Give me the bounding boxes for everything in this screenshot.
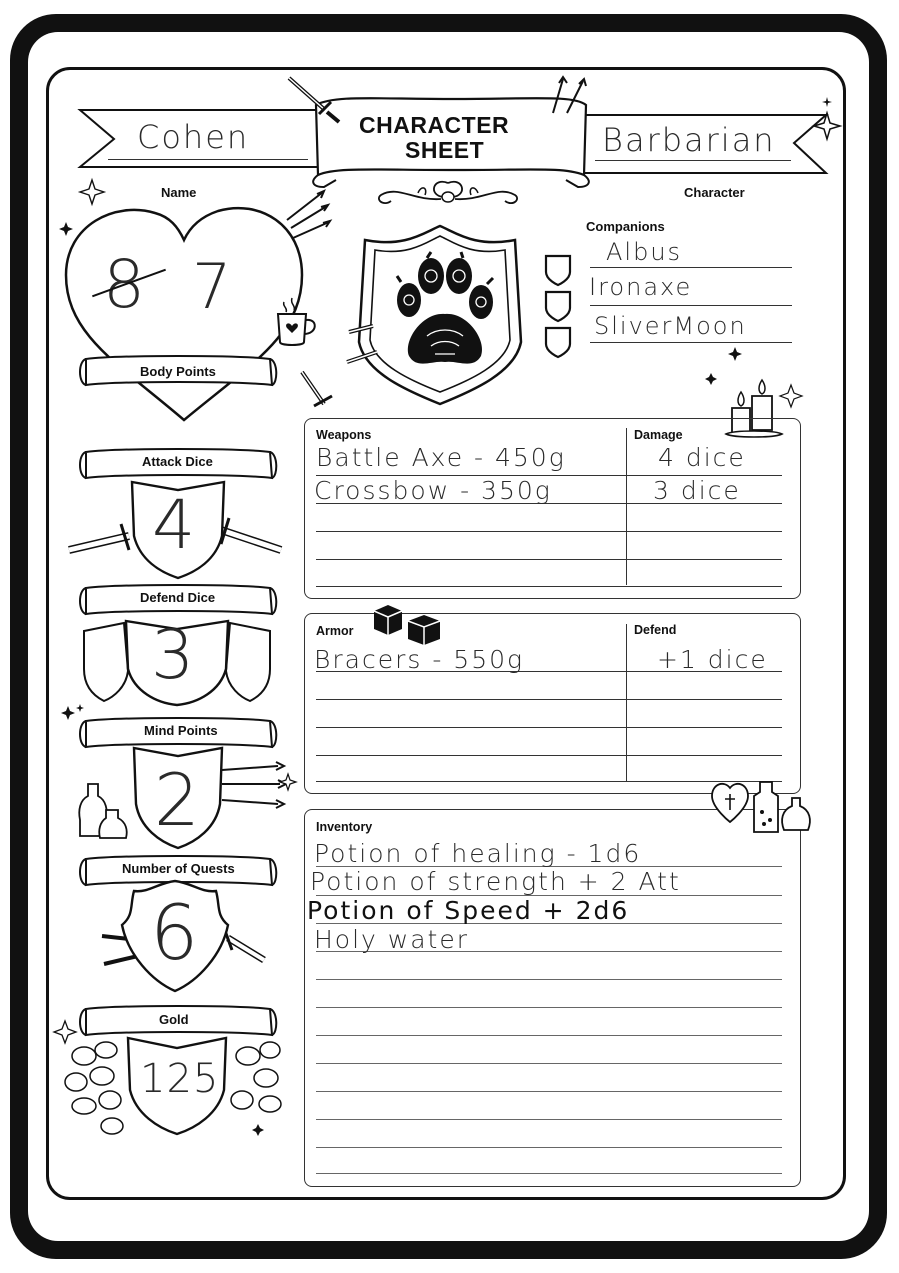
armor-row-line (316, 727, 782, 728)
quests-label: Number of Quests (122, 861, 235, 876)
armor-row-line (316, 699, 782, 700)
companion-entry[interactable]: Albus (606, 238, 683, 266)
character-class-value[interactable]: Barbarian (602, 121, 776, 159)
companions-label: Companions (586, 219, 665, 234)
gold-label: Gold (159, 1012, 189, 1027)
armor-label: Armor (316, 624, 354, 638)
weapons-label: Weapons (316, 428, 372, 442)
inventory-label: Inventory (316, 820, 373, 834)
armor-item[interactable]: Bracers - 550g (314, 645, 525, 674)
name-label: Name (161, 185, 197, 200)
mind-points-value[interactable]: 2 (154, 758, 200, 842)
body-points-label: Body Points (140, 364, 216, 379)
armor-defend[interactable]: +1 dice (657, 645, 768, 674)
attack-dice-label: Attack Dice (142, 454, 213, 469)
inventory-item[interactable]: Potion of Speed + 2d6 (307, 896, 630, 925)
sparkle-icon (60, 178, 110, 238)
companion-line (590, 267, 792, 268)
weapons-row-line (316, 586, 782, 587)
weapon-item[interactable]: Battle Axe - 450g (316, 443, 566, 472)
inventory-item[interactable]: Potion of strength + 2 Att (310, 867, 681, 896)
inventory-row-line (316, 1119, 782, 1120)
body-points-value[interactable]: 7 (192, 250, 234, 323)
name-underline (108, 159, 308, 160)
coffee-mug-icon (270, 296, 325, 348)
sheet-title-line1: CHARACTER (359, 112, 510, 138)
inventory-row-line (316, 1063, 782, 1064)
gold-value[interactable]: 125 (140, 1056, 220, 1102)
defend-label: Defend (634, 623, 677, 637)
attack-dice-value[interactable]: 4 (152, 486, 196, 565)
weapon-item[interactable]: Crossbow - 350g (314, 476, 552, 505)
weapon-damage[interactable]: 3 dice (653, 476, 741, 505)
weapons-column-divider (626, 428, 627, 585)
inventory-row-line (316, 979, 782, 980)
potions-icon (76, 780, 136, 842)
weapon-damage[interactable]: 4 dice (658, 443, 746, 472)
inventory-item[interactable]: Potion of healing - 1d6 (314, 839, 642, 868)
potions-icon (706, 778, 814, 838)
companion-entry[interactable]: SliverMoon (594, 312, 747, 340)
companion-entry[interactable]: Ironaxe (589, 273, 693, 301)
sword-icon (285, 74, 345, 124)
sword-icon (298, 370, 338, 415)
defend-dice-label: Defend Dice (140, 590, 216, 605)
inventory-row-line (316, 1035, 782, 1036)
character-name-value[interactable]: Cohen (137, 118, 250, 156)
armor-row-line (316, 755, 782, 756)
inventory-row-line (316, 1173, 782, 1174)
small-shield-icon (543, 252, 573, 362)
inventory-item[interactable]: Holy water (314, 925, 470, 954)
damage-label: Damage (634, 428, 683, 442)
arrows-icon (283, 188, 333, 243)
body-points-struck-value[interactable]: 8 (103, 246, 147, 323)
flourish-icon (373, 175, 523, 215)
armor-column-divider (626, 624, 627, 781)
companion-line (590, 342, 792, 343)
weapons-row-line (316, 559, 782, 560)
sheet-title-line2: SHEET (405, 137, 485, 163)
mind-points-label: Mind Points (144, 723, 218, 738)
paw-print-icon (387, 252, 502, 372)
inventory-row-line (316, 1091, 782, 1092)
defend-dice-value[interactable]: 3 (151, 616, 195, 695)
quests-value[interactable]: 6 (150, 888, 199, 977)
arrows-icon (218, 760, 298, 810)
character-underline (595, 160, 791, 161)
character-label: Character (684, 185, 745, 200)
companion-line (590, 305, 792, 306)
inventory-row-line (316, 1007, 782, 1008)
sparkle-icon (812, 95, 842, 145)
arrows-icon (545, 75, 590, 115)
weapons-row-line (316, 531, 782, 532)
inventory-row-line (316, 1147, 782, 1148)
dice-icon (372, 603, 447, 645)
